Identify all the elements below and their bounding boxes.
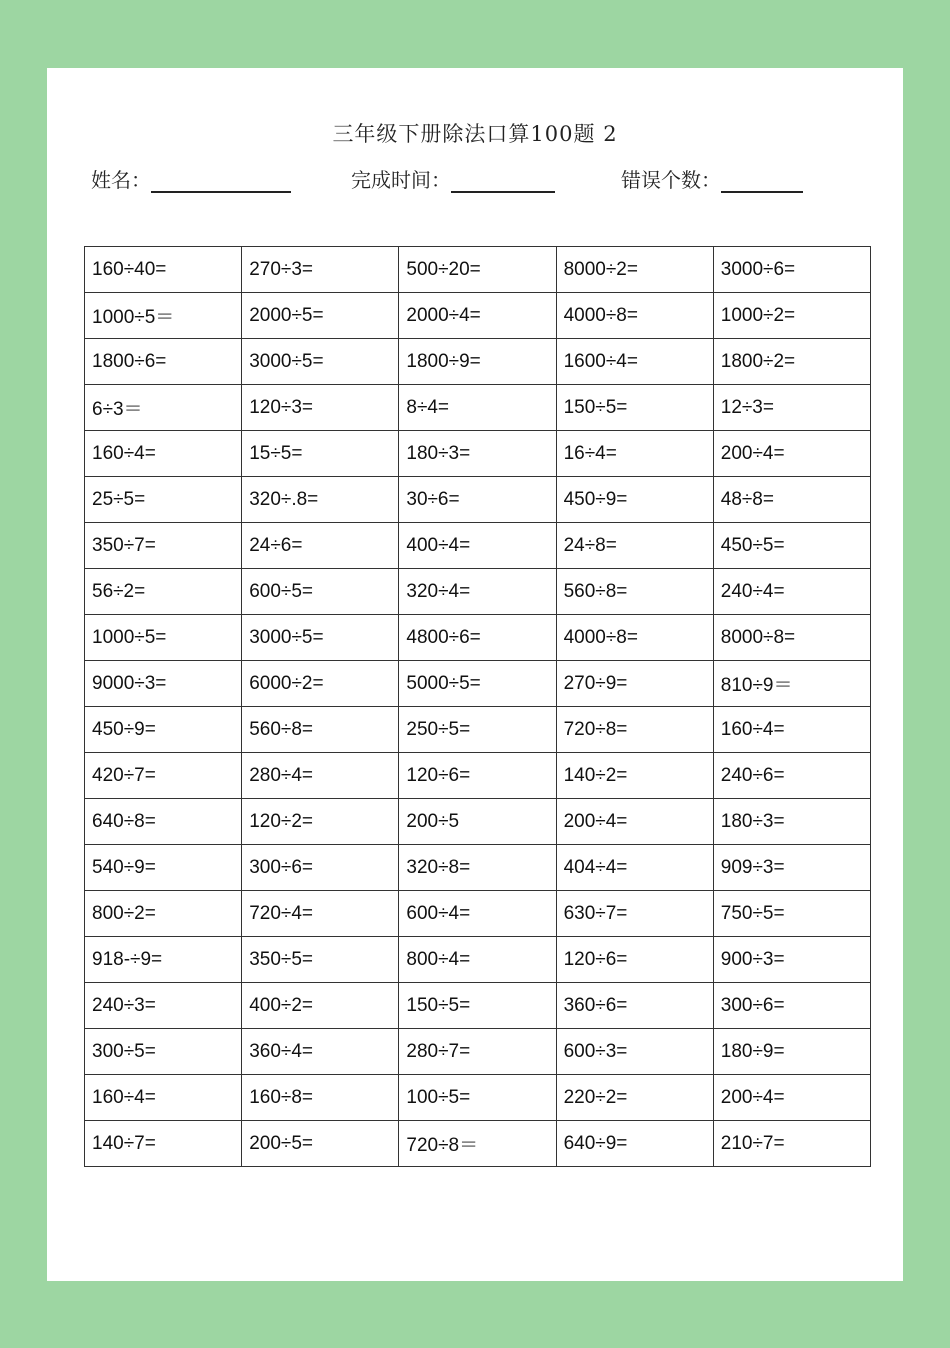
problem-cell: 400÷2= (242, 983, 399, 1029)
table-row (85, 707, 871, 753)
problem-cell: 120÷2= (242, 799, 399, 845)
problem-cell: 210÷7= (713, 1121, 870, 1167)
problem-cell: 360÷4= (242, 1029, 399, 1075)
problem-cell: 9000÷3= (85, 661, 242, 707)
problem-cell: 500÷20= (399, 247, 556, 293)
problem-cell: 450÷9= (85, 707, 242, 753)
table-row (85, 661, 871, 707)
problem-cell: 240÷3= (85, 983, 242, 1029)
table-row (85, 477, 871, 523)
time-label: 完成时间： (351, 168, 451, 192)
table-row (85, 569, 871, 615)
problem-cell: 300÷6= (242, 845, 399, 891)
problem-cell: 1000÷2= (713, 293, 870, 339)
problem-cell: 240÷4= (713, 569, 870, 615)
name-label: 姓名： (91, 168, 151, 192)
problem-cell: 4000÷8= (556, 293, 713, 339)
problem-cell: 800÷4= (399, 937, 556, 983)
problem-cell: 100÷5= (399, 1075, 556, 1121)
problem-cell: 2000÷5= (242, 293, 399, 339)
problem-cell: 540÷9= (85, 845, 242, 891)
table-row (85, 431, 871, 477)
problem-cell: 270÷3= (242, 247, 399, 293)
problem-cell: 280÷7= (399, 1029, 556, 1075)
problem-cell: 140÷2= (556, 753, 713, 799)
problem-cell: 1000÷5= (85, 615, 242, 661)
problem-cell: 180÷3= (713, 799, 870, 845)
problem-cell: 1600÷4= (556, 339, 713, 385)
table-row (85, 615, 871, 661)
problem-cell: 720÷8= (556, 707, 713, 753)
problem-cell: 720÷4= (242, 891, 399, 937)
problem-cell: 200÷4= (713, 1075, 870, 1121)
time-field (351, 164, 555, 193)
table-row (85, 937, 871, 983)
problem-cell: 630÷7= (556, 891, 713, 937)
problem-cell: 180÷9= (713, 1029, 870, 1075)
problem-cell: 1800÷6= (85, 339, 242, 385)
errors-field (621, 164, 803, 193)
errors-label: 错误个数： (621, 168, 721, 192)
problem-cell: 160÷4= (85, 431, 242, 477)
problem-cell: 404÷4= (556, 845, 713, 891)
problem-cell: 6000÷2= (242, 661, 399, 707)
problem-cell: 750÷5= (713, 891, 870, 937)
problem-cell: 8÷4= (399, 385, 556, 431)
problem-cell: 200÷5= (242, 1121, 399, 1167)
problem-table (84, 246, 871, 1167)
problem-cell: 24÷8= (556, 523, 713, 569)
problem-cell: 600÷5= (242, 569, 399, 615)
problem-cell: 720÷8＝ (399, 1121, 556, 1167)
problem-cell: 350÷5= (242, 937, 399, 983)
problem-cell: 240÷6= (713, 753, 870, 799)
problem-cell: 200÷4= (556, 799, 713, 845)
problem-cell: 1000÷5＝ (85, 293, 242, 339)
problem-cell: 320÷8= (399, 845, 556, 891)
problem-table-body (85, 247, 871, 1167)
problem-cell: 300÷5= (85, 1029, 242, 1075)
problem-cell: 16÷4= (556, 431, 713, 477)
table-row (85, 891, 871, 937)
problem-cell: 200÷4= (713, 431, 870, 477)
problem-cell: 160÷8= (242, 1075, 399, 1121)
problem-cell: 120÷6= (556, 937, 713, 983)
problem-cell: 12÷3= (713, 385, 870, 431)
table-row (85, 339, 871, 385)
problem-cell: 30÷6= (399, 477, 556, 523)
table-row (85, 753, 871, 799)
problem-cell: 320÷.8= (242, 477, 399, 523)
problem-cell: 640÷9= (556, 1121, 713, 1167)
problem-cell: 270÷9= (556, 661, 713, 707)
problem-cell: 150÷5= (556, 385, 713, 431)
problem-cell: 909÷3= (713, 845, 870, 891)
problem-cell: 56÷2= (85, 569, 242, 615)
problem-cell: 8000÷8= (713, 615, 870, 661)
problem-cell: 160÷4= (713, 707, 870, 753)
errors-blank[interactable] (721, 169, 803, 193)
table-row (85, 799, 871, 845)
problem-cell: 320÷4= (399, 569, 556, 615)
problem-cell: 15÷5= (242, 431, 399, 477)
problem-cell: 400÷4= (399, 523, 556, 569)
problem-cell: 25÷5= (85, 477, 242, 523)
problem-cell: 8000÷2= (556, 247, 713, 293)
problem-cell: 200÷5 (399, 799, 556, 845)
problem-cell: 918-÷9= (85, 937, 242, 983)
problem-cell: 3000÷5= (242, 615, 399, 661)
problem-cell: 1800÷9= (399, 339, 556, 385)
problem-cell: 810÷9＝ (713, 661, 870, 707)
problem-cell: 350÷7= (85, 523, 242, 569)
problem-cell: 1800÷2= (713, 339, 870, 385)
problem-cell: 600÷3= (556, 1029, 713, 1075)
problem-cell: 2000÷4= (399, 293, 556, 339)
problem-cell: 120÷3= (242, 385, 399, 431)
problem-cell: 150÷5= (399, 983, 556, 1029)
problem-cell: 280÷4= (242, 753, 399, 799)
problem-cell: 560÷8= (556, 569, 713, 615)
problem-cell: 600÷4= (399, 891, 556, 937)
problem-cell: 24÷6= (242, 523, 399, 569)
name-field (91, 164, 291, 193)
problem-cell: 3000÷5= (242, 339, 399, 385)
problem-cell: 4000÷8= (556, 615, 713, 661)
problem-cell: 3000÷6= (713, 247, 870, 293)
problem-cell: 800÷2= (85, 891, 242, 937)
problem-cell: 140÷7= (85, 1121, 242, 1167)
problem-cell: 420÷7= (85, 753, 242, 799)
problem-cell: 360÷6= (556, 983, 713, 1029)
time-blank[interactable] (451, 169, 555, 193)
problem-cell: 160÷40= (85, 247, 242, 293)
problem-cell: 4800÷6= (399, 615, 556, 661)
problem-cell: 900÷3= (713, 937, 870, 983)
worksheet-title: 三年级下册除法口算100题 2 (332, 122, 618, 146)
table-row (85, 247, 871, 293)
problem-cell: 640÷8= (85, 799, 242, 845)
problem-cell: 180÷3= (399, 431, 556, 477)
name-blank[interactable] (151, 169, 291, 193)
problem-cell: 300÷6= (713, 983, 870, 1029)
table-row (85, 1029, 871, 1075)
table-row (85, 1075, 871, 1121)
table-row (85, 983, 871, 1029)
problem-cell: 6÷3＝ (85, 385, 242, 431)
table-row (85, 385, 871, 431)
problem-cell: 120÷6= (399, 753, 556, 799)
problem-cell: 160÷4= (85, 1075, 242, 1121)
problem-cell: 450÷5= (713, 523, 870, 569)
problem-cell: 250÷5= (399, 707, 556, 753)
table-row (85, 293, 871, 339)
table-row (85, 523, 871, 569)
problem-cell: 560÷8= (242, 707, 399, 753)
worksheet-page (47, 68, 903, 1281)
table-row (85, 845, 871, 891)
problem-cell: 5000÷5= (399, 661, 556, 707)
table-row (85, 1121, 871, 1167)
problem-cell: 220÷2= (556, 1075, 713, 1121)
problem-cell: 48÷8= (713, 477, 870, 523)
problem-cell: 450÷9= (556, 477, 713, 523)
